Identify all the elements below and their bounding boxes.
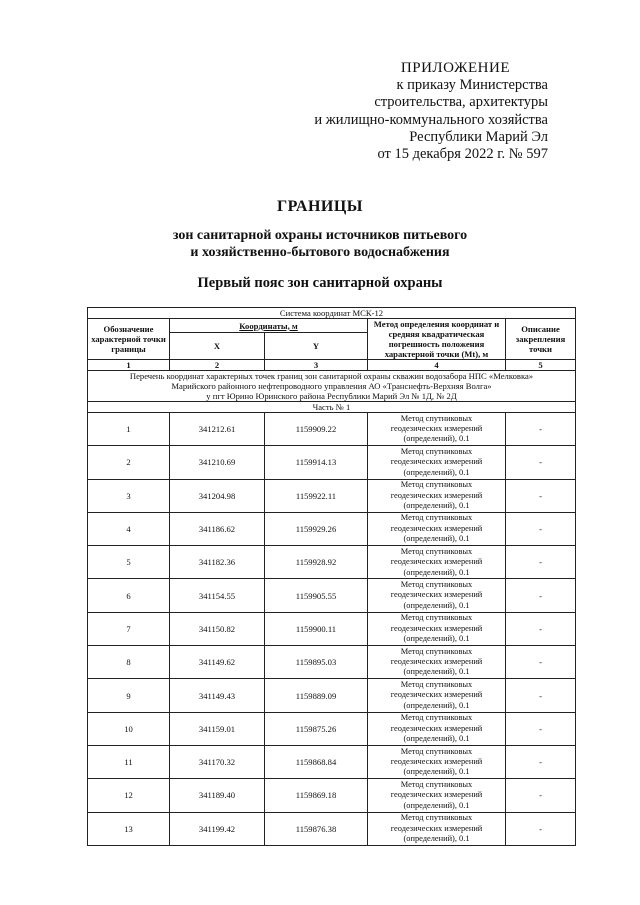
table-row bbox=[88, 579, 576, 612]
table-row bbox=[88, 779, 576, 812]
y-coordinate: 1159928.92 bbox=[265, 546, 368, 579]
method-line: Метод спутниковых bbox=[400, 513, 473, 523]
point-number: 7 bbox=[88, 612, 170, 645]
x-coordinate: 341189.40 bbox=[170, 779, 265, 812]
x-coordinate: 341186.62 bbox=[170, 512, 265, 545]
method-line: (определений), 0.1 bbox=[403, 500, 470, 510]
method-cell bbox=[368, 479, 506, 512]
x-coordinate: 341154.55 bbox=[170, 579, 265, 612]
header-method: Метод определения координат и средняя квадратическая погрешность положения характерной точки (Mt), м bbox=[368, 319, 506, 360]
document-subtitle bbox=[0, 227, 640, 261]
method-line: геодезических измерений bbox=[390, 423, 483, 433]
method-line: (определений), 0.1 bbox=[403, 467, 470, 477]
method-line: геодезических измерений bbox=[390, 557, 483, 567]
method-line: Метод спутниковых bbox=[400, 546, 473, 556]
fixing-description: - bbox=[506, 479, 576, 512]
appendix-line: Республики Марий Эл bbox=[409, 128, 548, 145]
header-y: Y bbox=[265, 333, 368, 360]
method-line: (определений), 0.1 bbox=[403, 767, 470, 777]
method-line: (определений), 0.1 bbox=[403, 833, 470, 843]
method-line: геодезических измерений bbox=[390, 690, 483, 700]
method-cell bbox=[368, 413, 506, 446]
method-line: геодезических измерений bbox=[390, 790, 483, 800]
method-line: геодезических измерений bbox=[390, 823, 483, 833]
fixing-description: - bbox=[506, 446, 576, 479]
y-coordinate: 1159876.38 bbox=[265, 812, 368, 845]
method-line: Метод спутниковых bbox=[400, 779, 473, 789]
column-number: 5 bbox=[506, 360, 576, 371]
method-cell bbox=[368, 779, 506, 812]
list-caption bbox=[88, 371, 576, 402]
belt-title: Первый пояс зон санитарной охраны bbox=[197, 275, 443, 291]
method-cell bbox=[368, 612, 506, 645]
method-cell bbox=[368, 579, 506, 612]
fixing-description: - bbox=[506, 546, 576, 579]
y-coordinate: 1159900.11 bbox=[265, 612, 368, 645]
point-number: 12 bbox=[88, 779, 170, 812]
part-label: Часть № 1 bbox=[88, 402, 576, 413]
y-coordinate: 1159868.84 bbox=[265, 745, 368, 778]
method-line: Метод спутниковых bbox=[400, 679, 473, 689]
method-line: (определений), 0.1 bbox=[403, 534, 470, 544]
method-line: (определений), 0.1 bbox=[403, 567, 470, 577]
caption-line: у пгт Юрино Юринского района Республики Марий Эл № 1Д, № 2Д bbox=[206, 391, 457, 401]
method-line: Метод спутниковых bbox=[400, 813, 473, 823]
point-number: 5 bbox=[88, 546, 170, 579]
x-coordinate: 341149.62 bbox=[170, 646, 265, 679]
coordinates-table bbox=[87, 307, 576, 846]
y-coordinate: 1159905.55 bbox=[265, 579, 368, 612]
x-coordinate: 341204.98 bbox=[170, 479, 265, 512]
method-line: Метод спутниковых bbox=[400, 446, 473, 456]
point-number: 2 bbox=[88, 446, 170, 479]
method-line: геодезических измерений bbox=[390, 523, 483, 533]
method-line: (определений), 0.1 bbox=[403, 667, 470, 677]
fixing-description: - bbox=[506, 745, 576, 778]
point-number: 4 bbox=[88, 512, 170, 545]
y-coordinate: 1159889.09 bbox=[265, 679, 368, 712]
x-coordinate: 341210.69 bbox=[170, 446, 265, 479]
point-number: 6 bbox=[88, 579, 170, 612]
point-number: 8 bbox=[88, 646, 170, 679]
fixing-description: - bbox=[506, 646, 576, 679]
method-line: геодезических измерений bbox=[390, 490, 483, 500]
fixing-description: - bbox=[506, 779, 576, 812]
table-row bbox=[88, 546, 576, 579]
method-line: Метод спутниковых bbox=[400, 713, 473, 723]
subtitle-line: и хозяйственно-бытового водоснабжения bbox=[190, 245, 450, 260]
table-row bbox=[88, 612, 576, 645]
appendix-heading: ПРИЛОЖЕНИЕ bbox=[400, 60, 510, 76]
x-coordinate: 341199.42 bbox=[170, 812, 265, 845]
method-cell bbox=[368, 446, 506, 479]
x-coordinate: 341182.36 bbox=[170, 546, 265, 579]
appendix-block bbox=[248, 60, 548, 163]
method-line: геодезических измерений bbox=[390, 623, 483, 633]
method-line: геодезических измерений bbox=[390, 457, 483, 467]
point-number: 10 bbox=[88, 712, 170, 745]
x-coordinate: 341212.61 bbox=[170, 413, 265, 446]
y-coordinate: 1159875.26 bbox=[265, 712, 368, 745]
header-x: X bbox=[170, 333, 265, 360]
y-coordinate: 1159895.03 bbox=[265, 646, 368, 679]
table-row bbox=[88, 679, 576, 712]
method-cell bbox=[368, 812, 506, 845]
method-line: (определений), 0.1 bbox=[403, 800, 470, 810]
method-line: (определений), 0.1 bbox=[403, 600, 470, 610]
method-line: (определений), 0.1 bbox=[403, 434, 470, 444]
table-row bbox=[88, 413, 576, 446]
method-line: Метод спутниковых bbox=[400, 613, 473, 623]
x-coordinate: 341150.82 bbox=[170, 612, 265, 645]
fixing-description: - bbox=[506, 579, 576, 612]
column-number: 4 bbox=[368, 360, 506, 371]
method-line: геодезических измерений bbox=[390, 723, 483, 733]
method-line: Метод спутниковых bbox=[400, 413, 473, 423]
header-coordinates: Координаты, м bbox=[170, 319, 368, 333]
caption-line: Марийского районного нефтепроводного управления АО «Транснефть-Верхняя Волга» bbox=[171, 381, 492, 391]
x-coordinate: 341149.43 bbox=[170, 679, 265, 712]
column-number: 1 bbox=[88, 360, 170, 371]
point-number: 3 bbox=[88, 479, 170, 512]
appendix-line: строительства, архитектуры bbox=[374, 94, 548, 111]
method-line: (определений), 0.1 bbox=[403, 734, 470, 744]
fixing-description: - bbox=[506, 512, 576, 545]
method-line: геодезических измерений bbox=[390, 756, 483, 766]
fixing-description: - bbox=[506, 712, 576, 745]
method-line: Метод спутниковых bbox=[400, 646, 473, 656]
document-title: ГРАНИЦЫ bbox=[276, 198, 363, 215]
y-coordinate: 1159909.22 bbox=[265, 413, 368, 446]
table-row bbox=[88, 646, 576, 679]
table-row bbox=[88, 512, 576, 545]
x-coordinate: 341170.32 bbox=[170, 745, 265, 778]
point-number: 1 bbox=[88, 413, 170, 446]
method-line: Метод спутниковых bbox=[400, 746, 473, 756]
method-line: Метод спутниковых bbox=[400, 580, 473, 590]
column-number: 3 bbox=[265, 360, 368, 371]
method-line: (определений), 0.1 bbox=[403, 634, 470, 644]
table-row bbox=[88, 812, 576, 845]
column-number: 2 bbox=[170, 360, 265, 371]
point-number: 9 bbox=[88, 679, 170, 712]
fixing-description: - bbox=[506, 413, 576, 446]
table-row bbox=[88, 446, 576, 479]
method-line: (определений), 0.1 bbox=[403, 700, 470, 710]
y-coordinate: 1159914.13 bbox=[265, 446, 368, 479]
table-row bbox=[88, 745, 576, 778]
method-cell bbox=[368, 712, 506, 745]
method-line: геодезических измерений bbox=[390, 657, 483, 667]
point-number: 11 bbox=[88, 745, 170, 778]
y-coordinate: 1159922.11 bbox=[265, 479, 368, 512]
method-cell bbox=[368, 679, 506, 712]
method-cell bbox=[368, 745, 506, 778]
header-description: Описание закрепления точки bbox=[506, 319, 576, 360]
point-number: 13 bbox=[88, 812, 170, 845]
coordinate-system: Система координат МСК-12 bbox=[88, 308, 576, 319]
fixing-description: - bbox=[506, 812, 576, 845]
x-coordinate: 341159.01 bbox=[170, 712, 265, 745]
method-cell bbox=[368, 646, 506, 679]
method-cell bbox=[368, 546, 506, 579]
fixing-description: - bbox=[506, 679, 576, 712]
fixing-description: - bbox=[506, 612, 576, 645]
caption-line: Перечень координат характерных точек границ зон санитарной охраны скважин водозабора НПС «Мелковка» bbox=[129, 371, 534, 381]
table-row bbox=[88, 712, 576, 745]
subtitle-line: зон санитарной охраны источников питьевого bbox=[172, 228, 468, 243]
table-row bbox=[88, 479, 576, 512]
method-line: Метод спутниковых bbox=[400, 480, 473, 490]
header-designation: Обозначение характерной точки границы bbox=[88, 319, 170, 360]
appendix-line: к приказу Министерства bbox=[396, 77, 548, 94]
appendix-line: и жилищно-коммунального хозяйства bbox=[314, 111, 548, 128]
appendix-line: от 15 декабря 2022 г. № 597 bbox=[377, 146, 548, 163]
method-line: геодезических измерений bbox=[390, 590, 483, 600]
y-coordinate: 1159869.18 bbox=[265, 779, 368, 812]
y-coordinate: 1159929.26 bbox=[265, 512, 368, 545]
method-cell bbox=[368, 512, 506, 545]
